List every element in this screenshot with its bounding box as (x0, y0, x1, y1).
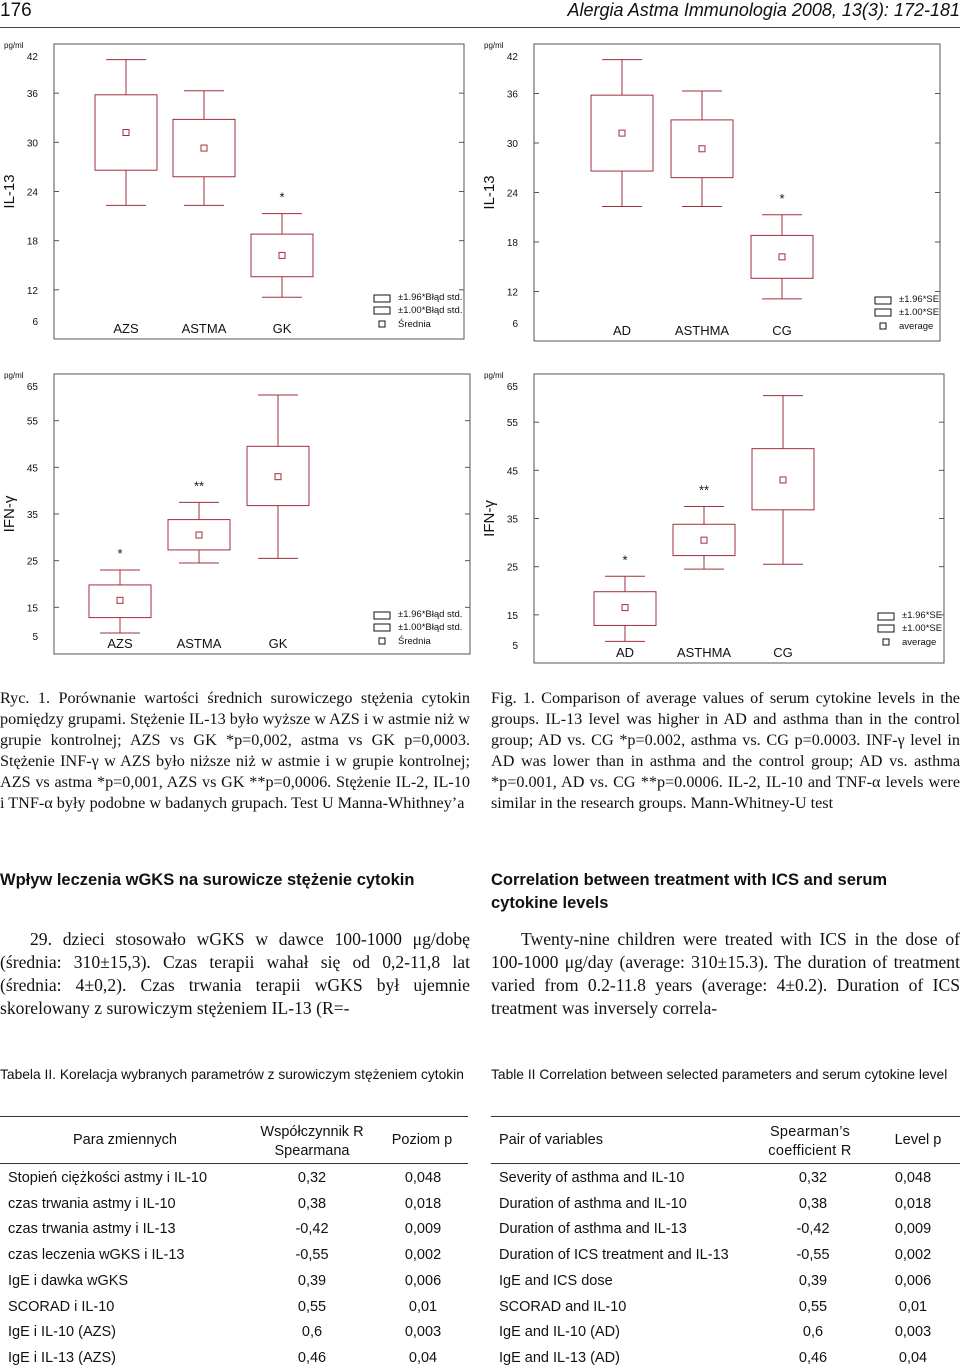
category-label: CG (773, 645, 793, 660)
table-header-rule-pl (0, 1163, 468, 1164)
table-caption-pl: Tabela II. Korelacja wybranych parametrów z surowiczym stężeniem cytokin (0, 1067, 464, 1082)
table-cell-p-level-en: 0,003 (894, 1324, 932, 1341)
significance-marker: * (622, 552, 628, 568)
y-tick-label: 36 (506, 89, 518, 101)
table-cell-pair-en: Duration of asthma and IL-13 (499, 1221, 687, 1238)
mean-marker (279, 252, 285, 258)
section-heading-pl: Wpływ leczenia wGKS na surowicze stężenie cytokin (0, 871, 415, 889)
il13-chart-pl (0, 30, 480, 350)
table-cell-p-level-pl: 0,018 (404, 1195, 442, 1212)
table-cell-p-level-en: 0,018 (894, 1195, 932, 1212)
y-tick-label: 6 (512, 319, 518, 330)
legend-label: average (899, 321, 934, 332)
significance-marker: ** (193, 478, 205, 494)
mean-marker (123, 130, 129, 136)
legend-swatch-mean (379, 638, 385, 644)
ifng-chart-pl (0, 362, 480, 672)
y-tick-label: 55 (26, 416, 38, 428)
table-cell-coefficient-en: 0,39 (798, 1272, 828, 1289)
section-text-pl: 29. dzieci stosowało wGKS w dawce 100-1000 μg/dobę (średnia: 310±15,3). Czas terapii wahał się od 0,2-11,8 lat (średnia: 4±0,2). Czas trwania terapii wGKS był ujemnie skorelowany z surowiczym stężeniem IL-13 (R=- (0, 929, 470, 1018)
y-tick-label: 35 (506, 514, 518, 526)
legend-label: ±1.96*Błąd std. (398, 609, 463, 620)
section-text-en: Twenty-nine children were treated with ICS in the dose of 100-1000 μg/day (average: 310±15.3). The duration of treatment varied from 0.2-11.8 years (average: 4±0.2). Duration of ICS treatment was inversely correla- (491, 929, 960, 1018)
mean-marker (117, 597, 123, 603)
table-cell-p-level-en: 0,006 (894, 1272, 932, 1289)
table-cell-p-level-en: 0,01 (898, 1298, 928, 1315)
category-label: ASTMA (181, 321, 227, 336)
table-cell-pair-pl: Stopień ciężkości astmy i IL-10 (8, 1170, 208, 1186)
table-cell-pair-en: IgE and ICS dose (499, 1272, 613, 1289)
legend-swatch-100 (875, 309, 891, 316)
unit-label: pg/ml (4, 41, 24, 50)
y-tick-label: 24 (506, 188, 518, 200)
y-tick-label: 12 (26, 285, 38, 297)
table-cell-p-level-pl: 0,01 (408, 1298, 438, 1315)
ifng-chart-en (480, 362, 960, 672)
table-cell-coefficient-pl: 0,6 (301, 1324, 323, 1341)
y-axis-label: IFN-γ (1, 495, 18, 533)
y-tick-label: 5 (32, 632, 38, 643)
table-cell-coefficient-pl: 0,46 (297, 1349, 327, 1366)
category-label: ASTMA (176, 636, 222, 651)
legend-label: ±1.00*SE (899, 307, 940, 318)
table-cell-p-level-en: 0,04 (898, 1349, 928, 1366)
mean-marker (196, 532, 202, 538)
legend-swatch-196 (878, 613, 894, 620)
y-tick-label: 35 (26, 510, 38, 521)
category-label: AD (615, 645, 635, 660)
legend-label: ±1.96*SE (899, 294, 940, 305)
legend-swatch-100 (878, 625, 894, 632)
table-cell-p-level-en: 0,048 (894, 1170, 932, 1186)
legend-swatch-196 (875, 297, 891, 304)
table-header-coef-en: Spearman’s coefficient R (768, 1124, 852, 1159)
table-cell-coefficient-en: 0,32 (798, 1170, 828, 1186)
y-tick-label: 24 (26, 187, 38, 199)
category-label: ASTHMA (676, 645, 732, 660)
legend-label: Średnia (398, 636, 431, 647)
y-tick-label: 6 (32, 317, 38, 328)
legend-swatch-196 (374, 295, 390, 302)
table-cell-pair-en: Duration of asthma and IL-10 (499, 1195, 687, 1212)
table-cell-p-level-pl: 0,048 (404, 1170, 442, 1186)
table-top-rule-pl (0, 1116, 468, 1117)
table-cell-coefficient-en: 0,55 (798, 1298, 828, 1315)
table-cell-p-level-pl: 0,002 (404, 1247, 442, 1264)
figure-caption-en: Fig. 1. Comparison of average values of serum cytokine levels in the groups. IL-13 level was higher in AD and asthma than in the control group; AD vs. CG *p=0.002, asthma vs. CG p=0.0003. INF-γ level in AD was lower than in asthma and the control group; AD vs. asthma *p=0.001, AD vs. CG **p=0.0006. IL-2, IL-10 and TNF-α levels were similar in the research groups. Mann-Whitney-U test (491, 689, 960, 812)
section-heading-en: Correlation between treatment with ICS and serum cytokine levels (491, 871, 888, 912)
legend-swatch-196 (374, 612, 390, 619)
unit-label: pg/ml (484, 41, 504, 50)
table-cell-pair-pl: IgE i IL-10 (AZS) (8, 1324, 116, 1341)
y-tick-label: 18 (26, 236, 38, 248)
legend-label: ±1.00*Błąd std. (398, 622, 463, 633)
table-cell-pair-en: Severity of asthma and IL-10 (499, 1170, 685, 1186)
mean-marker (699, 146, 705, 152)
header-rule (0, 27, 960, 28)
y-axis-label: IL-13 (481, 175, 498, 210)
table-cell-coefficient-en: -0,55 (796, 1247, 830, 1264)
category-label: AZS (113, 321, 139, 336)
table-cell-coefficient-pl: 0,55 (297, 1298, 327, 1315)
y-tick-label: 42 (26, 52, 38, 63)
y-tick-label: 5 (512, 641, 518, 652)
y-tick-label: 65 (26, 382, 38, 393)
legend-label: Średnia (398, 319, 431, 330)
significance-marker: ** (698, 482, 710, 498)
table-cell-coefficient-en: 0,6 (802, 1324, 824, 1341)
legend-label: ±1.00*Błąd std. (398, 305, 463, 316)
mean-marker (275, 474, 281, 480)
table-header-level-pl: Poziom p (391, 1132, 453, 1148)
table-top-rule-en (491, 1116, 960, 1117)
table-header-pair-en: Pair of variables (499, 1132, 603, 1148)
table-header-coef-pl: Współczynnik R Spearmana (260, 1124, 364, 1159)
table-header-level-en: Level p (894, 1132, 942, 1148)
y-tick-label: 45 (506, 466, 518, 478)
journal-reference: Alergia Astma Immunologia 2008, 13(3): 172-181 (567, 0, 960, 20)
il13-chart-en (480, 30, 960, 350)
table-header-rule-en (491, 1163, 960, 1164)
y-tick-label: 15 (506, 610, 518, 622)
table-cell-pair-en: SCORAD and IL-10 (499, 1298, 627, 1315)
mean-marker (780, 477, 786, 483)
table-cell-pair-en: IgE and IL-10 (AD) (499, 1324, 620, 1341)
legend-swatch-mean (379, 321, 385, 327)
category-label: ASTHMA (674, 323, 730, 338)
table-cell-pair-pl: czas trwania astmy i IL-13 (8, 1221, 176, 1238)
table-cell-coefficient-pl: -0,42 (295, 1221, 329, 1238)
table-cell-pair-pl: czas trwania astmy i IL-10 (8, 1195, 176, 1212)
significance-marker: * (279, 189, 285, 205)
y-tick-label: 15 (26, 603, 38, 615)
table-caption-en: Table II Correlation between selected parameters and serum cytokine level (491, 1067, 948, 1082)
plot-frame (534, 44, 940, 341)
category-label: GK (272, 321, 292, 336)
legend-swatch-mean (883, 639, 889, 645)
unit-label: pg/ml (4, 371, 24, 380)
table-cell-pair-pl: IgE i dawka wGKS (8, 1272, 129, 1289)
y-tick-label: 30 (26, 138, 38, 150)
y-tick-label: 55 (506, 418, 518, 430)
table-cell-pair-en: IgE and IL-13 (AD) (499, 1349, 620, 1366)
table-cell-pair-pl: SCORAD i IL-10 (8, 1298, 115, 1315)
table-cell-p-level-pl: 0,006 (404, 1272, 442, 1289)
table-cell-pair-pl: IgE i IL-13 (AZS) (8, 1349, 116, 1366)
table-cell-pair-pl: czas leczenia wGKS i IL-13 (8, 1247, 185, 1264)
y-tick-label: 42 (506, 52, 518, 63)
legend-label: average (902, 637, 937, 648)
legend-swatch-100 (374, 307, 390, 314)
significance-marker: * (779, 190, 785, 206)
y-tick-label: 65 (506, 382, 518, 393)
table-cell-p-level-en: 0,002 (894, 1247, 932, 1264)
table-cell-p-level-pl: 0,003 (404, 1324, 442, 1341)
y-tick-label: 25 (26, 556, 38, 568)
y-axis-label: IL-13 (1, 174, 18, 209)
table-cell-p-level-en: 0,009 (894, 1221, 932, 1238)
significance-marker: * (117, 546, 123, 561)
y-tick-label: 25 (506, 562, 518, 574)
mean-marker (622, 605, 628, 611)
category-label: AD (612, 323, 632, 338)
y-tick-label: 36 (26, 89, 38, 101)
y-tick-label: 30 (506, 139, 518, 150)
mean-marker (201, 145, 207, 151)
page-number: 176 (0, 0, 32, 21)
table-cell-coefficient-pl: -0,55 (295, 1247, 329, 1264)
mean-marker (701, 537, 707, 543)
category-label: GK (268, 636, 288, 651)
legend-label: ±1.96*Błąd std. (398, 292, 463, 303)
table-cell-p-level-pl: 0,04 (408, 1349, 438, 1366)
unit-label: pg/ml (484, 371, 504, 380)
legend-swatch-mean (880, 323, 886, 329)
figure-caption-pl: Ryc. 1. Porównanie wartości średnich surowiczego stężenia cytokin pomiędzy grupami. Stężenie IL-13 było wyższe w AZS i w astmie niż w grupie kontrolnej; AZS vs GK *p=0,002, astma vs GK p=0,0003. Stężenie INF-γ w AZS było niższe niż w astmie i w grupie kontrolnej; AZS vs astma *p=0,001, AZS vs GK **p=0,0006. Stężenie IL-2, IL-10 i TNF-α były podobne w badanych grupach. Test U Manna-Whithney’a (0, 689, 470, 812)
y-tick-label: 12 (506, 287, 518, 299)
table-cell-coefficient-en: 0,46 (798, 1349, 828, 1366)
legend-swatch-100 (374, 624, 390, 631)
category-label: CG (772, 323, 792, 338)
y-tick-label: 18 (506, 238, 518, 249)
table-cell-pair-en: Duration of ICS treatment and IL-13 (499, 1247, 729, 1264)
category-label: AZS (107, 636, 133, 651)
mean-marker (779, 254, 785, 260)
mean-marker (619, 130, 625, 136)
table-cell-p-level-pl: 0,009 (404, 1221, 442, 1238)
table-header-pair-pl: Para zmiennych (73, 1132, 177, 1148)
table-cell-coefficient-en: -0,42 (796, 1221, 830, 1238)
table-cell-coefficient-pl: 0,32 (297, 1170, 327, 1186)
y-axis-label: IFN-γ (481, 500, 498, 537)
y-tick-label: 45 (26, 463, 38, 475)
legend-label: ±1.96*SE (902, 610, 943, 621)
table-cell-coefficient-en: 0,38 (798, 1195, 828, 1212)
table-cell-coefficient-pl: 0,38 (297, 1195, 327, 1212)
legend-label: ±1.00*SE (902, 623, 943, 634)
table-cell-coefficient-pl: 0,39 (297, 1272, 327, 1289)
